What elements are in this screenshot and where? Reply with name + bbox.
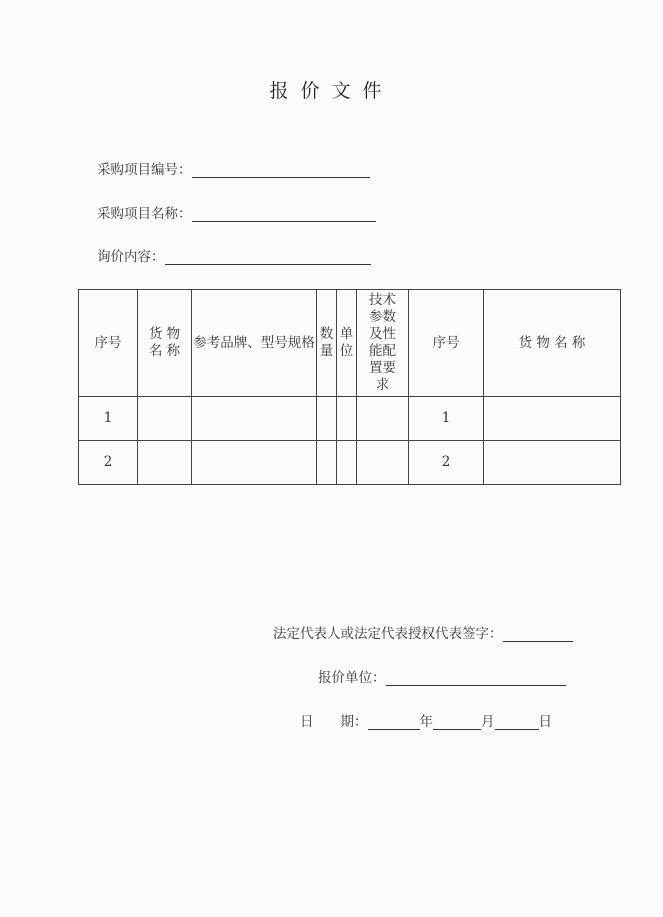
year-label: 年 xyxy=(419,714,433,730)
header-goods-name xyxy=(138,290,192,397)
row1-seq-2: 1 xyxy=(409,397,484,441)
header-goods-name-2: 货 物 名 称 xyxy=(484,290,621,397)
month-blank[interactable] xyxy=(433,715,481,730)
header-tech-line3: 及性 xyxy=(369,326,396,342)
quote-table xyxy=(78,289,621,485)
project-number-blank[interactable] xyxy=(192,163,370,178)
table-row xyxy=(79,441,621,485)
row1-tech-cell[interactable] xyxy=(357,397,409,441)
document-title: 报价文件 xyxy=(269,80,394,102)
row1-brand-model-cell[interactable] xyxy=(192,397,317,441)
year-blank[interactable] xyxy=(368,715,420,730)
quote-unit-blank[interactable] xyxy=(386,671,566,686)
header-seq: 序号 xyxy=(79,290,138,397)
header-quantity: 数量 xyxy=(317,290,337,397)
row1-goods-name-cell[interactable] xyxy=(138,397,192,441)
header-tech-line4: 能配 xyxy=(369,343,396,359)
signature-blank[interactable] xyxy=(503,627,573,642)
header-unit: 单位 xyxy=(337,290,357,397)
header-goods-name-line1: 货 物 xyxy=(148,326,181,342)
header-seq-2: 序号 xyxy=(409,290,484,397)
project-name-label: 采购项目名称： xyxy=(97,206,192,222)
quote-unit-label: 报价单位： xyxy=(318,670,386,686)
header-tech-line5: 置要 xyxy=(369,360,396,376)
day-label: 日 xyxy=(538,714,552,730)
header-tech-line6: 求 xyxy=(375,377,390,393)
inquiry-content-label: 询价内容： xyxy=(97,249,165,265)
row1-quantity-cell[interactable] xyxy=(317,397,337,441)
row2-goods-name-cell[interactable] xyxy=(138,441,192,485)
date-label: 日 期： xyxy=(300,714,368,730)
signature-field xyxy=(273,622,573,642)
header-tech-params xyxy=(357,290,409,397)
row2-goods-name-2-cell[interactable] xyxy=(484,441,621,485)
row2-seq-2: 2 xyxy=(409,441,484,485)
row2-tech-cell[interactable] xyxy=(357,441,409,485)
row2-brand-model-cell[interactable] xyxy=(192,441,317,485)
project-number-label: 采购项目编号： xyxy=(97,162,192,178)
header-brand-model: 参考品牌、型号规格 xyxy=(192,290,317,397)
inquiry-content-blank[interactable] xyxy=(165,250,371,265)
row2-quantity-cell[interactable] xyxy=(317,441,337,485)
header-goods-name-line2: 名 称 xyxy=(148,343,181,359)
project-number-field xyxy=(97,158,370,178)
day-blank[interactable] xyxy=(495,715,539,730)
row1-seq: 1 xyxy=(79,397,138,441)
table-row xyxy=(79,397,621,441)
month-label: 月 xyxy=(481,714,495,730)
inquiry-content-field xyxy=(97,245,371,265)
quote-unit-field xyxy=(318,666,566,686)
table-header-row xyxy=(79,290,621,397)
header-tech-line2: 参数 xyxy=(369,309,396,325)
row2-unit-cell[interactable] xyxy=(337,441,357,485)
signature-label: 法定代表人或法定代表授权代表签字： xyxy=(273,626,503,642)
project-name-blank[interactable] xyxy=(192,207,376,222)
row2-seq: 2 xyxy=(79,441,138,485)
date-field xyxy=(300,710,552,730)
header-tech-line1: 技术 xyxy=(369,292,396,308)
project-name-field xyxy=(97,202,376,222)
row1-unit-cell[interactable] xyxy=(337,397,357,441)
row1-goods-name-2-cell[interactable] xyxy=(484,397,621,441)
